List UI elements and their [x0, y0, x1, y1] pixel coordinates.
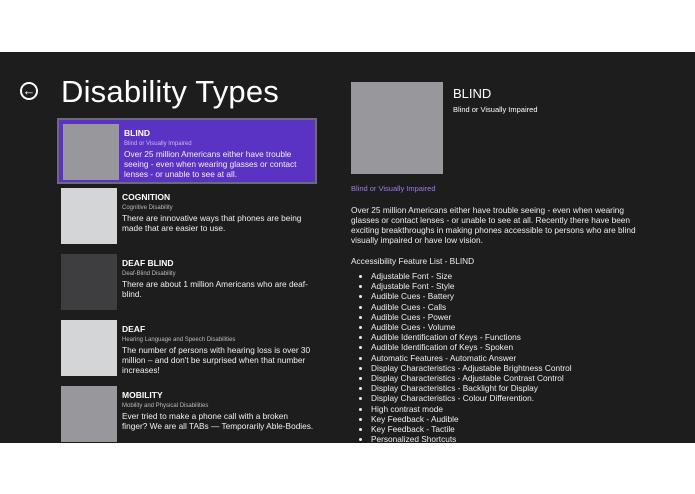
feature-item: • Key Feedback - Tactile	[371, 424, 572, 434]
detail-image	[351, 82, 443, 174]
feature-item: • Display Characteristics - Backlight for Display	[371, 383, 572, 393]
item-description: The number of persons with hearing loss is over 30 million – and don't be surprised when that number increases!	[122, 345, 311, 375]
item-subtitle: Deaf-Blind Disability	[122, 271, 176, 277]
feature-list-header: Accessibility Feature List - BLIND	[351, 256, 475, 266]
item-description: Over 25 million Americans either have trouble seeing - even when wearing glasses or contact lenses - or unable to see at all.	[124, 149, 297, 179]
app-window	[0, 52, 695, 443]
item-subtitle: Blind or Visually Impaired	[124, 141, 192, 147]
item-subtitle: Hearing Language and Speech Disabilities	[122, 337, 236, 343]
list-item-mobility[interactable]	[57, 382, 317, 443]
feature-item: • High contrast mode	[371, 404, 572, 414]
item-title: COGNITION	[122, 192, 171, 202]
item-description: Ever tried to make a phone call with a broken finger? We are all TABs — Temporarily Able-Bodies.	[122, 411, 314, 431]
item-description: There are about 1 million Americans who are deaf-blind.	[122, 279, 308, 299]
feature-item: • Display Characteristics - Adjustable Brightness Control	[371, 363, 572, 373]
feature-item: • Audible Cues - Power	[371, 312, 572, 322]
feature-item: • Audible Identification of Keys - Functions	[371, 332, 572, 342]
feature-list	[351, 271, 572, 443]
list-item-deaf-blind[interactable]	[57, 250, 317, 316]
item-subtitle: Cognitive Disability	[122, 205, 173, 211]
feature-item: • Audible Cues - Volume	[371, 322, 572, 332]
feature-item: • Display Characteristics - Colour Differention.	[371, 393, 572, 403]
detail-subtitle: Blind or Visually Impaired	[453, 105, 538, 114]
feature-item: • Audible Cues - Battery	[371, 291, 572, 301]
feature-item: • Adjustable Font - Style	[371, 281, 572, 291]
item-description: There are innovative ways that phones are being made that are easier to use.	[122, 213, 302, 233]
detail-title: BLIND	[453, 86, 492, 101]
page-title: Disability Types	[61, 74, 279, 109]
item-thumbnail	[61, 386, 117, 442]
feature-item: • Automatic Features - Automatic Answer	[371, 353, 572, 363]
item-thumbnail	[61, 320, 117, 376]
item-thumbnail	[61, 254, 117, 310]
list-item-blind[interactable]	[57, 118, 317, 184]
item-title: DEAF BLIND	[122, 258, 174, 268]
list-item-deaf[interactable]	[57, 316, 317, 382]
list-item-cognition[interactable]	[57, 184, 317, 250]
feature-item: • Display Characteristics - Adjustable Contrast Control	[371, 373, 572, 383]
item-thumbnail	[63, 124, 119, 180]
feature-item: • Audible Cues - Calls	[371, 302, 572, 312]
feature-item: • Adjustable Font - Size	[371, 271, 572, 281]
item-title: MOBILITY	[122, 390, 163, 400]
feature-item: • Audible Identification of Keys - Spoken	[371, 342, 572, 352]
item-title: BLIND	[124, 128, 150, 138]
feature-item: • Personalized Shortcuts	[371, 434, 572, 443]
item-subtitle: Mobility and Physical Disabilities	[122, 403, 209, 409]
detail-paragraph: Over 25 million Americans either have trouble seeing - even when wearing glasses or contact lenses - or unable to see at all. Recently there have been exciting breakthroughs in making phones accessible to persons who are blind visually impaired or have low vision.	[351, 205, 636, 245]
detail-section-heading: Blind or Visually Impaired	[351, 184, 436, 193]
item-title: DEAF	[122, 324, 146, 334]
back-button[interactable]	[20, 82, 38, 100]
feature-item: • Key Feedback - Audible	[371, 414, 572, 424]
back-arrow-icon: ←	[22, 83, 36, 98]
item-thumbnail	[61, 188, 117, 244]
